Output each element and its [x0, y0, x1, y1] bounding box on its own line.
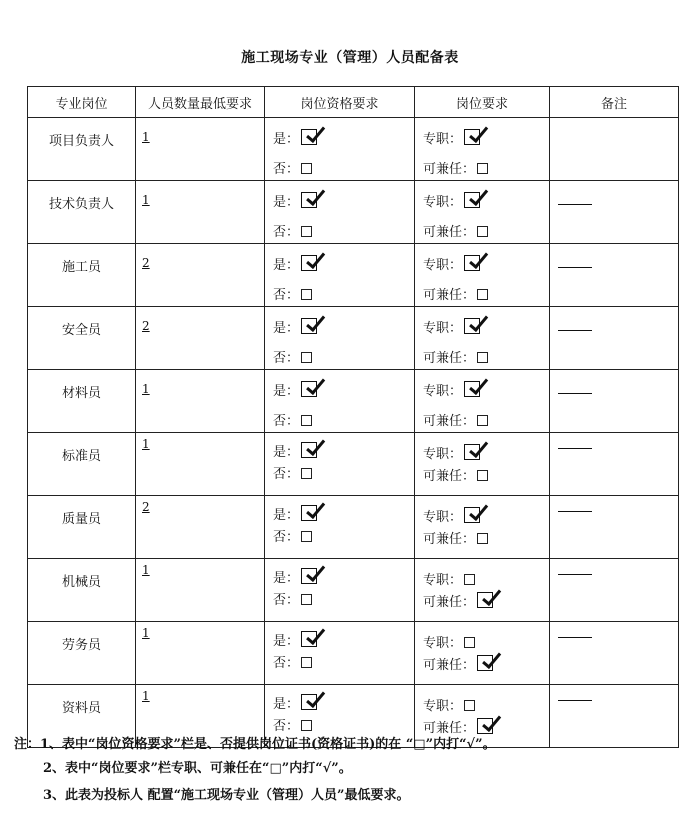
post-part-time-label: 可兼任：	[423, 225, 476, 240]
remark-blank-line	[558, 511, 592, 512]
note-1: 注：1、表中“岗位资格要求”栏是、否提供岗位证书(资格证书)的在 “□”内打“√”。	[14, 737, 496, 752]
qualification-no	[273, 715, 312, 734]
role-cell	[28, 370, 136, 433]
qty-cell	[136, 370, 265, 433]
table-row	[28, 559, 679, 622]
post-full-time-label: 专职：	[423, 132, 463, 147]
qty-value: 1	[142, 193, 150, 207]
checked-box-icon[interactable]	[464, 192, 480, 208]
qualification-yes	[273, 504, 317, 524]
empty-box-icon[interactable]	[301, 531, 312, 542]
empty-box-icon[interactable]	[301, 657, 312, 668]
qty-cell	[136, 244, 265, 307]
post-full-time-label: 专职：	[423, 447, 463, 462]
qualification-yes	[273, 191, 317, 211]
post-cell	[415, 370, 550, 433]
post-part-time-label: 可兼任：	[423, 469, 476, 484]
role-name: 技术负责人	[48, 197, 114, 212]
post-part-time	[423, 221, 488, 240]
qualification-no-label: 否：	[273, 288, 300, 303]
qualification-cell	[265, 559, 415, 622]
table-row	[28, 118, 679, 181]
notes	[14, 733, 694, 808]
qualification-cell	[265, 244, 415, 307]
qualification-yes-label: 是：	[273, 508, 300, 523]
qualification-cell	[265, 370, 415, 433]
table-row	[28, 622, 679, 685]
empty-box-icon[interactable]	[301, 594, 312, 605]
role-name: 质量员	[61, 512, 101, 527]
post-cell	[415, 244, 550, 307]
role-cell	[28, 559, 136, 622]
qualification-no-label: 否：	[273, 225, 300, 240]
checked-box-icon[interactable]	[301, 255, 317, 271]
post-part-time	[423, 528, 488, 547]
checked-box-icon[interactable]	[477, 592, 493, 608]
remark-cell	[550, 181, 679, 244]
checked-box-icon[interactable]	[301, 129, 317, 145]
header-qty: 人员数量最低要求	[136, 87, 265, 118]
remark-blank-line	[558, 700, 592, 701]
post-cell	[415, 559, 550, 622]
remark-cell	[550, 244, 679, 307]
remark-blank-line	[558, 204, 592, 205]
post-full-time	[423, 191, 480, 211]
remark-blank-line	[558, 637, 592, 638]
empty-box-icon[interactable]	[301, 352, 312, 363]
qualification-no	[273, 463, 312, 482]
qualification-no	[273, 284, 312, 303]
role-cell	[28, 496, 136, 559]
post-cell	[415, 496, 550, 559]
qualification-cell	[265, 433, 415, 496]
table-row	[28, 496, 679, 559]
header-post-requirement: 岗位要求	[415, 87, 550, 118]
qty-value: 1	[142, 130, 150, 144]
role-name: 资料员	[61, 701, 101, 716]
remark-blank-line	[558, 574, 592, 575]
qualification-yes	[273, 693, 317, 713]
role-name: 机械员	[61, 575, 101, 590]
qualification-no	[273, 347, 312, 366]
qty-cell	[136, 181, 265, 244]
header-remark: 备注	[550, 87, 679, 118]
empty-box-icon[interactable]	[477, 352, 488, 363]
empty-box-icon[interactable]	[477, 163, 488, 174]
role-cell	[28, 307, 136, 370]
qty-value: 2	[142, 256, 150, 270]
post-part-time-label: 可兼任：	[423, 288, 476, 303]
qty-cell	[136, 496, 265, 559]
empty-box-icon[interactable]	[301, 289, 312, 300]
remark-cell	[550, 118, 679, 181]
qualification-yes-label: 是：	[273, 571, 300, 586]
checked-box-icon[interactable]	[464, 255, 480, 271]
qty-value: 1	[142, 382, 150, 396]
remark-cell	[550, 433, 679, 496]
checked-box-icon[interactable]	[301, 318, 317, 334]
header-qualification: 岗位资格要求	[265, 87, 415, 118]
empty-box-icon[interactable]	[301, 468, 312, 479]
table-row	[28, 370, 679, 433]
role-name: 标准员	[61, 449, 101, 464]
checked-box-icon[interactable]	[301, 192, 317, 208]
qualification-yes	[273, 567, 317, 587]
remark-cell	[550, 559, 679, 622]
checked-box-icon[interactable]	[301, 694, 317, 710]
qualification-no-label: 否：	[273, 467, 300, 482]
role-cell	[28, 181, 136, 244]
post-part-time	[423, 410, 488, 429]
qty-cell	[136, 559, 265, 622]
remark-cell	[550, 307, 679, 370]
table-header-row	[28, 87, 679, 118]
remark-cell	[550, 496, 679, 559]
empty-box-icon[interactable]	[477, 289, 488, 300]
qualification-no-label: 否：	[273, 414, 300, 429]
post-full-time	[423, 443, 480, 463]
post-full-time	[423, 569, 475, 588]
note-2: 2、表中“岗位要求”栏专职、可兼任在“□”内打“√”。	[43, 761, 352, 776]
qualification-yes	[273, 317, 317, 337]
post-part-time-label: 可兼任：	[423, 532, 476, 547]
post-full-time-label: 专职：	[423, 636, 463, 651]
checked-box-icon[interactable]	[301, 631, 317, 647]
post-part-time-label: 可兼任：	[423, 658, 476, 673]
empty-box-icon[interactable]	[477, 533, 488, 544]
qty-value: 1	[142, 437, 150, 451]
post-part-time	[423, 284, 488, 303]
checked-box-icon[interactable]	[301, 568, 317, 584]
role-name: 材料员	[61, 386, 101, 401]
role-name: 项目负责人	[48, 134, 114, 149]
qualification-yes-label: 是：	[273, 321, 300, 336]
qualification-cell	[265, 118, 415, 181]
qualification-no-label: 否：	[273, 719, 300, 734]
checked-box-icon[interactable]	[464, 507, 480, 523]
checked-box-icon[interactable]	[464, 381, 480, 397]
post-full-time-label: 专职：	[423, 321, 463, 336]
qualification-cell	[265, 307, 415, 370]
qty-cell	[136, 307, 265, 370]
post-part-time-label: 可兼任：	[423, 414, 476, 429]
post-full-time	[423, 317, 480, 337]
post-part-time	[423, 591, 493, 611]
post-part-time	[423, 465, 488, 484]
qualification-yes-label: 是：	[273, 132, 300, 147]
post-full-time-label: 专职：	[423, 699, 463, 714]
checked-box-icon[interactable]	[301, 381, 317, 397]
post-part-time	[423, 654, 493, 674]
empty-box-icon[interactable]	[301, 415, 312, 426]
post-cell	[415, 307, 550, 370]
post-part-time	[423, 158, 488, 177]
qualification-yes-label: 是：	[273, 634, 300, 649]
qualification-no	[273, 158, 312, 177]
qty-value: 1	[142, 563, 150, 577]
post-full-time-label: 专职：	[423, 573, 463, 588]
qualification-no	[273, 589, 312, 608]
empty-box-icon[interactable]	[301, 720, 312, 731]
qualification-no-label: 否：	[273, 530, 300, 545]
remark-cell	[550, 622, 679, 685]
qualification-no	[273, 221, 312, 240]
post-full-time-label: 专职：	[423, 384, 463, 399]
table-row	[28, 244, 679, 307]
checked-box-icon[interactable]	[464, 129, 480, 145]
empty-box-icon[interactable]	[464, 574, 475, 585]
table-row	[28, 433, 679, 496]
checked-box-icon[interactable]	[464, 444, 480, 460]
qty-value: 1	[142, 689, 150, 703]
qty-value: 1	[142, 626, 150, 640]
qty-value: 2	[142, 500, 150, 514]
role-cell	[28, 433, 136, 496]
post-part-time-label: 可兼任：	[423, 721, 476, 736]
post-full-time	[423, 506, 480, 526]
qualification-cell	[265, 622, 415, 685]
role-cell	[28, 622, 136, 685]
table-row	[28, 181, 679, 244]
post-full-time-label: 专职：	[423, 510, 463, 525]
role-cell	[28, 244, 136, 307]
role-name: 劳务员	[61, 638, 101, 653]
post-cell	[415, 181, 550, 244]
qty-value: 2	[142, 319, 150, 333]
remark-blank-line	[558, 267, 592, 268]
qualification-yes-label: 是：	[273, 258, 300, 273]
table-row	[28, 307, 679, 370]
qualification-yes	[273, 128, 317, 148]
empty-box-icon[interactable]	[464, 637, 475, 648]
qualification-yes-label: 是：	[273, 384, 300, 399]
post-full-time	[423, 695, 475, 714]
qualification-yes-label: 是：	[273, 445, 300, 460]
qualification-no	[273, 652, 312, 671]
role-name: 施工员	[61, 260, 101, 275]
checked-box-icon[interactable]	[477, 655, 493, 671]
post-part-time-label: 可兼任：	[423, 351, 476, 366]
post-full-time-label: 专职：	[423, 195, 463, 210]
remark-cell	[550, 370, 679, 433]
post-full-time-label: 专职：	[423, 258, 463, 273]
qualification-yes	[273, 630, 317, 650]
empty-box-icon[interactable]	[464, 700, 475, 711]
post-part-time-label: 可兼任：	[423, 595, 476, 610]
checked-box-icon[interactable]	[301, 442, 317, 458]
checked-box-icon[interactable]	[477, 718, 493, 734]
empty-box-icon[interactable]	[477, 470, 488, 481]
header-role: 专业岗位	[28, 87, 136, 118]
qualification-yes	[273, 254, 317, 274]
role-name: 安全员	[61, 323, 101, 338]
qualification-no-label: 否：	[273, 656, 300, 671]
qualification-yes	[273, 441, 317, 461]
empty-box-icon[interactable]	[477, 415, 488, 426]
qualification-no-label: 否：	[273, 162, 300, 177]
qty-cell	[136, 118, 265, 181]
qualification-cell	[265, 181, 415, 244]
checked-box-icon[interactable]	[301, 505, 317, 521]
empty-box-icon[interactable]	[301, 226, 312, 237]
post-cell	[415, 622, 550, 685]
qualification-no-label: 否：	[273, 593, 300, 608]
empty-box-icon[interactable]	[477, 226, 488, 237]
post-cell	[415, 118, 550, 181]
staffing-table	[27, 86, 679, 748]
qty-cell	[136, 433, 265, 496]
empty-box-icon[interactable]	[301, 163, 312, 174]
post-part-time-label: 可兼任：	[423, 162, 476, 177]
qualification-yes-label: 是：	[273, 195, 300, 210]
post-part-time	[423, 347, 488, 366]
post-full-time	[423, 380, 480, 400]
qualification-cell	[265, 496, 415, 559]
page-title: 施工现场专业（管理）人员配备表	[241, 50, 459, 66]
post-full-time	[423, 632, 475, 651]
note-3: 3、此表为投标人 配置“施工现场专业（管理）人员”最低要求。	[43, 788, 410, 803]
qualification-no-label: 否：	[273, 351, 300, 366]
remark-blank-line	[558, 330, 592, 331]
qualification-yes	[273, 380, 317, 400]
post-full-time	[423, 254, 480, 274]
qualification-no	[273, 526, 312, 545]
checked-box-icon[interactable]	[464, 318, 480, 334]
remark-blank-line	[558, 393, 592, 394]
post-full-time	[423, 128, 480, 148]
qualification-no	[273, 410, 312, 429]
role-cell	[28, 118, 136, 181]
remark-blank-line	[558, 448, 592, 449]
qualification-yes-label: 是：	[273, 697, 300, 712]
qty-cell	[136, 622, 265, 685]
post-cell	[415, 433, 550, 496]
